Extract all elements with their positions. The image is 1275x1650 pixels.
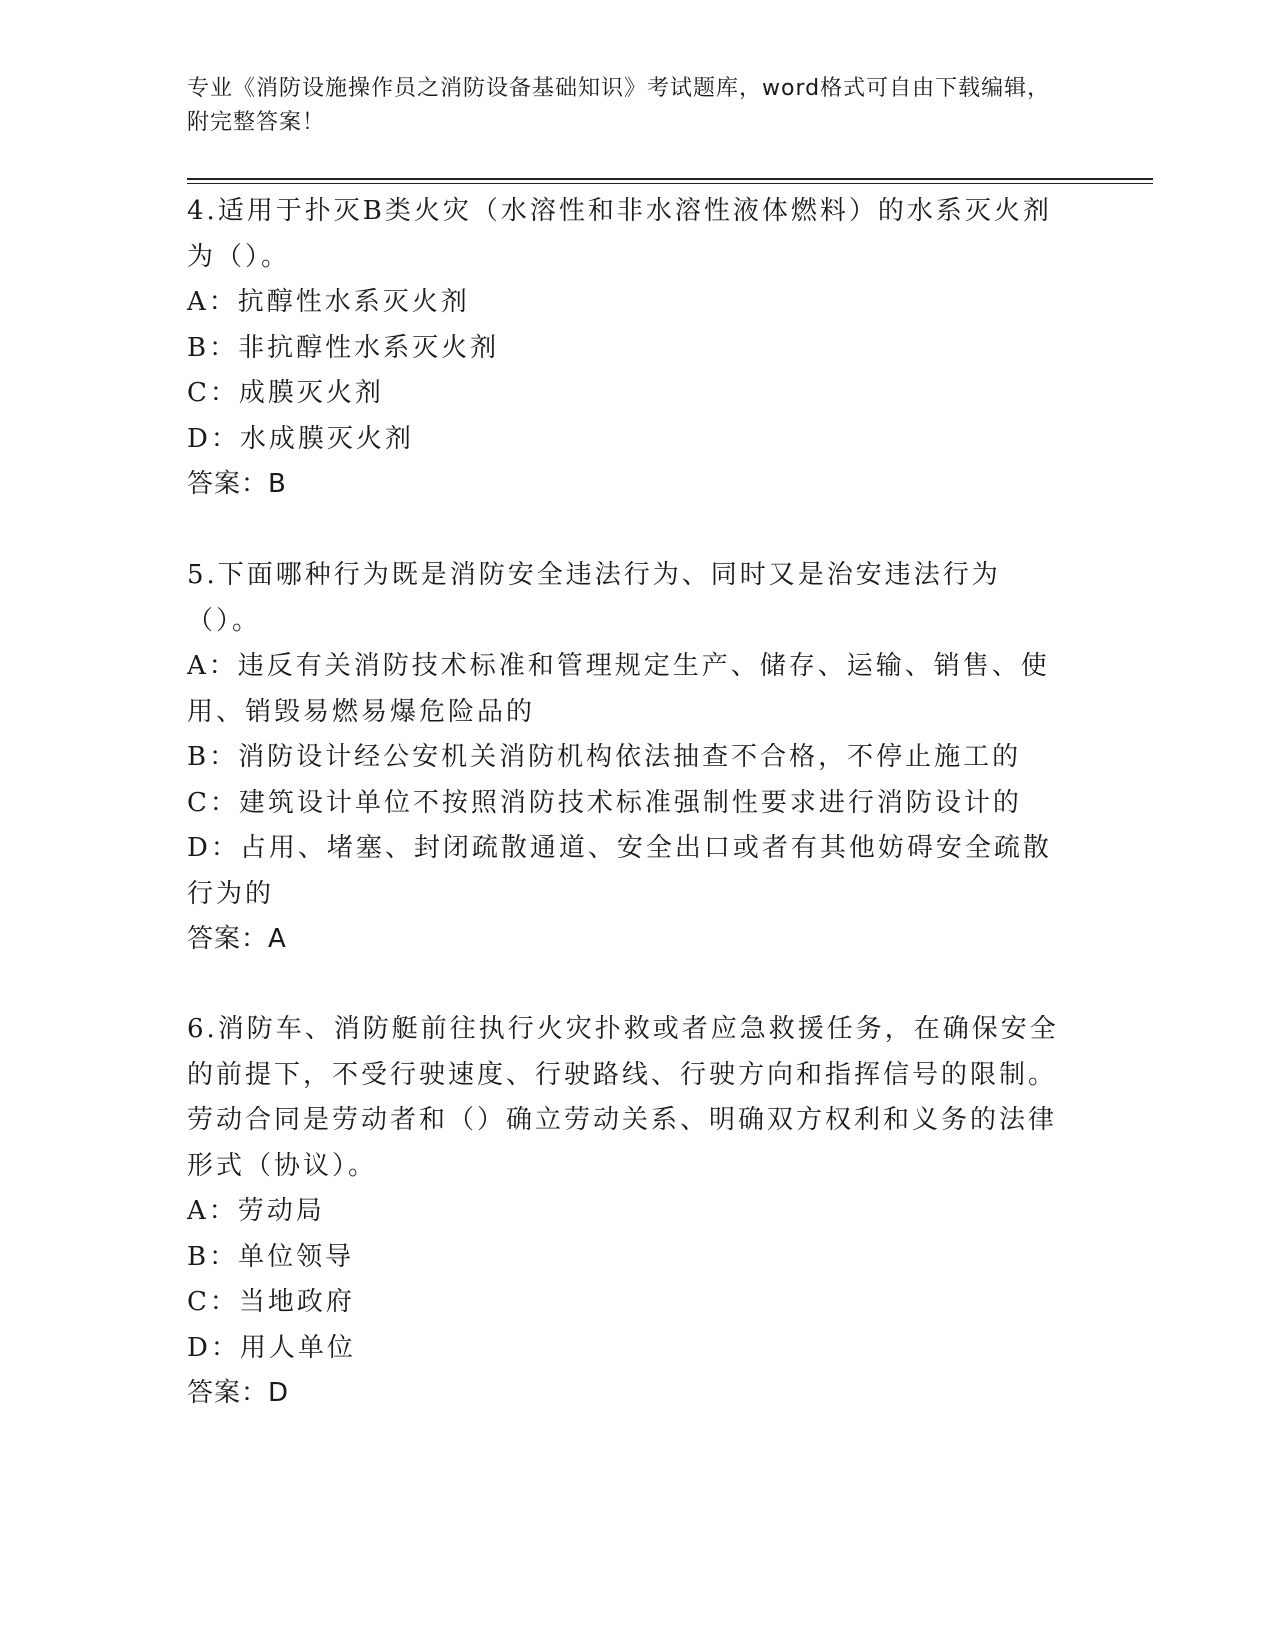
option-a: A：抗醇性水系灭火剂 (187, 287, 470, 317)
question-stem: 4.适用于扑灭B类火灾（水溶性和非水溶性液体燃料）的水系灭火剂为（）。 (187, 196, 1052, 272)
option-c: C：建筑设计单位不按照消防技术标准强制性要求进行消防设计的 (187, 787, 1022, 818)
question-stem: 6.消防车、消防艇前往执行火灾扑救或者应急救援任务，在确保安全的前提下，不受行驶速度、行驶路线、行驶方向和指挥信号的限制。劳动合同是劳动者和（）确立劳动关系、明确双方权利和义务的法律形式（协议）。 (187, 1014, 1059, 1181)
option-d: D：水成膜灭火剂 (187, 423, 414, 454)
option-a: A：违反有关消防技术标准和管理规定生产、储存、运输、销售、使用、销毁易燃易爆危险品的 (187, 651, 1050, 727)
answer-line: 答案：A (187, 924, 287, 954)
option-b: B：非抗醇性水系灭火剂 (187, 332, 500, 363)
header-divider-thick (187, 178, 1153, 180)
question-stem: 5.下面哪种行为既是消防安全违法行为、同时又是治安违法行为（）。 (187, 560, 1001, 636)
question-block (187, 189, 1067, 508)
option-b: B：单位领导 (187, 1241, 355, 1272)
document-header: 专业《消防设施操作员之消防设备基础知识》考试题库，word格式可自由下载编辑，附完整答案！ (187, 76, 1051, 135)
option-a: A：劳动局 (187, 1196, 325, 1226)
question-block (187, 1007, 1067, 1417)
answer-line: 答案：B (187, 469, 287, 499)
option-c: C：成膜灭火剂 (187, 378, 384, 408)
question-block (187, 553, 1067, 963)
header-divider-thin (187, 183, 1153, 184)
option-d: D：占用、堵塞、封闭疏散通道、安全出口或者有其他妨碍安全疏散行为的 (187, 833, 1052, 909)
option-d: D：用人单位 (187, 1332, 356, 1363)
option-c: C：当地政府 (187, 1287, 355, 1317)
answer-line: 答案：D (187, 1378, 290, 1408)
option-b: B：消防设计经公安机关消防机构依法抽查不合格，不停止施工的 (187, 742, 1022, 772)
